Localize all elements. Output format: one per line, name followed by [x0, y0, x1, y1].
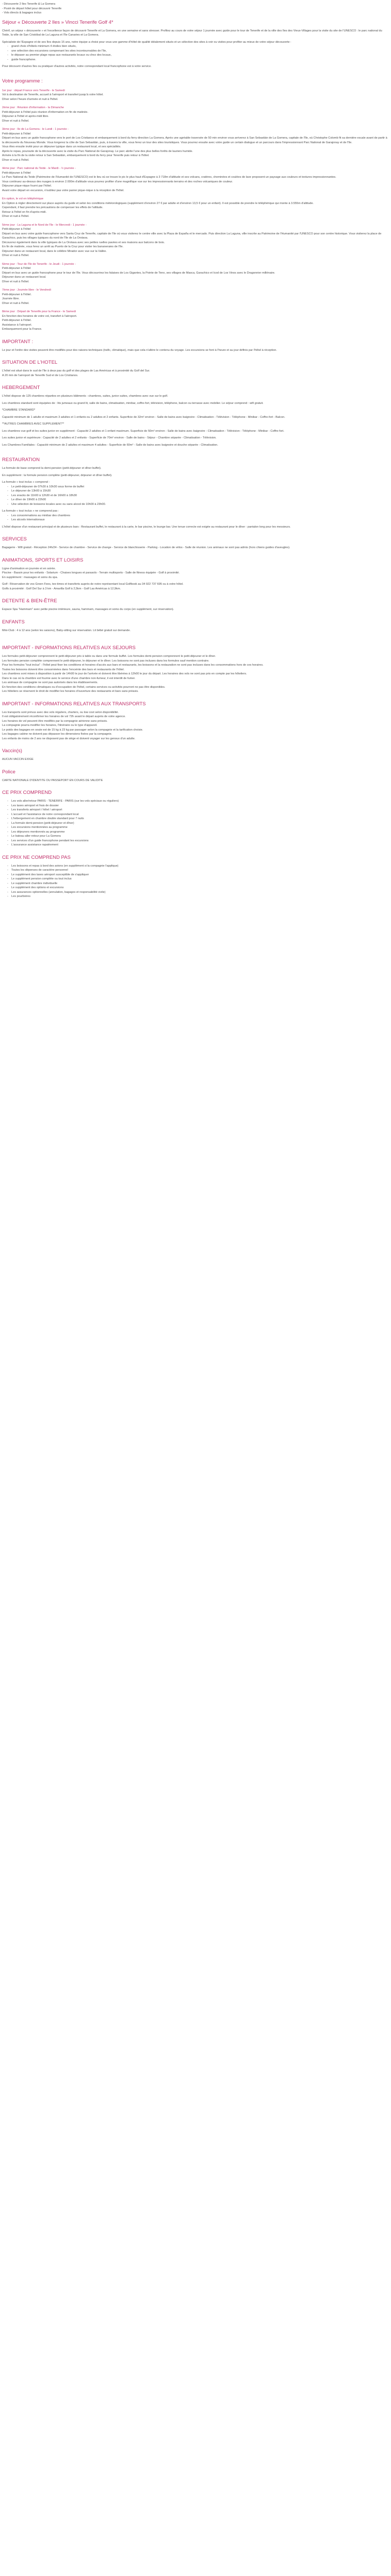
day-line: Dîner selon l'heure d'arrivée et nuit à l'hôtel.: [2, 97, 58, 101]
day-line: Dîner et nuit à l'hôtel.: [2, 119, 29, 123]
day-line: Petit-déjeuner à l'hôtel: [2, 132, 31, 135]
prix-non-item: - Les assurances optionnelles (annulation, bagages et responsabilité civile): [2, 890, 389, 895]
day-title: 4ème jour : Parc national du Teide - le Mardi - ½ journée -: [2, 167, 76, 170]
transport-paragraph: Il est obligatoirement réconfirmer les horaires de vol 72h avant le départ auprès de votre agence.: [2, 715, 126, 718]
day-line: Dîner et nuit à l'hôtel.: [2, 254, 29, 257]
prix-non-item: - Les pourboires: [2, 894, 389, 899]
day-line: Déjeuner pique-nique fourni par l'hôtel.: [2, 184, 52, 188]
day-line: Découvrez également dans la ville typiques de La Orotava avec ses petites ruelles pavées et ses maisons aux balcons de bois.: [2, 241, 165, 244]
important-heading: IMPORTANT :: [2, 338, 34, 345]
day-line: Dîner et nuit à l'hôtel.: [2, 158, 29, 162]
information-paragraph: Les animaux de compagnie ne sont pas autorisés dans les établissements.: [2, 681, 98, 684]
information-paragraph: Les formules pension complète comprennent le petit-déjeuner, le déjeuner et le dîner. Les boissons ne sont pas incluses dans les formules sauf mention contraire.: [2, 659, 209, 663]
day-line: Retour à l'hôtel en fin d'après-midi.: [2, 210, 47, 214]
information-paragraph: Les formules petit-déjeuner comprennent le petit-déjeuner pris à table ou dans une formule buffet. Les formules demi-pension comprennent le petit-déjeuner et le dîner.: [2, 655, 216, 658]
prix-non-item: - Le supplément pension complète ou tout inclus: [2, 877, 389, 882]
highlight-line: - Posté de départ hôtel pour découvrir Tenerife: [2, 7, 62, 10]
day-title: 5ème jour : La Laguna et le Nord de l'île - le Mercredi - 1 journée -: [2, 223, 87, 227]
day-line: Assistance à l'aéroport.: [2, 323, 32, 327]
restauration-item: - Les snacks de 11h00 à 12h30 et de 16h00 à 18h30: [2, 494, 389, 498]
hebergement-body: [2, 394, 389, 450]
information-paragraph: Dans le cas où la chambre est fournie avec le service d'une chambre non-fumeur, il est interdit de fumer.: [2, 676, 136, 680]
restauration-item: - Le dîner de 19h00 à 22h00: [2, 498, 389, 502]
intro-paragraph: Chérif, un séjour « découverte » et l'excellence façon de découvrir Tenerife et La Gomera, en une semaine et sans stresser. Profitez au cours de votre séjour 1 journée avec guide pour le tour de Tenerife et de la ville des îles des Vieux-Villages pour la visite du site de l'UNESCO : le parc national du Teide, la ville de San Cristóbal de La Laguna et l'île Canaries et La Gomera.: [2, 29, 382, 37]
animations-line: Golfs à proximité : Golf Del Sur à 3 km - Amarilla Golf à 2,5km - Golf Las Américas à 12,9km.: [2, 587, 121, 590]
day-line: Petit-déjeuner à l'hôtel: [2, 267, 31, 270]
prix-item: - L'assurance assistance rapatriement: [2, 843, 389, 848]
hebergement-paragraph: **AUTRES CHAMBRES AVEC SUPPLEMENT**: [2, 422, 64, 426]
day-line: Départ en bus avec un guide francophone pour le tour de l'île. Vous découvrirez les falaises de Los Gigantes, la Pointe de Teno, ses villages de Masca, Garachico et Icod de Los Vinos avec le Dragonnier millénaire.: [2, 271, 275, 275]
restauration-item: - Le petit-déjeuner de 07h30 à 10h30 sous forme de buffet: [2, 485, 389, 489]
feature-item: - guide francophone.: [2, 58, 389, 62]
day-line: Déjeuner à l'hôtel et après-midi libre.: [2, 115, 49, 118]
prix-item: - Les services d'un guide francophone pendant les excursions: [2, 839, 389, 843]
day-line: Vous êtes ensuite invité pour un déjeuner typique dans un restaurant local, et ses spécialités.: [2, 145, 121, 148]
important-text: Le jour et l'ordre des visites peuvent être modifiés pour des raisons techniques (trafic, climatique), mais que cela n'altère le contenu du voyage. Les excursions se font à l'heure et au jour définis par l'hôtel à réception.: [2, 348, 277, 352]
restauration-item: - Les consommations au minibar des chambres: [2, 514, 389, 518]
hebergement-paragraph: Les chambres standard sont équipées de : lits jumeaux ou grand lit, salle de bains, climatisation, minibar, coffre-fort, télévision, téléphone, balcon ou terrasse avec mobilier. Le séjour comprend : wifi gratuit.: [2, 401, 264, 405]
restauration-after: La formule « tout inclus » ne comprend pas :: [2, 510, 59, 513]
hebergement-paragraph: L'hôtel dispose de 125 chambres réparties en plusieurs bâtiments : chambres, suites, junior suites, chambres avec vue sur le golf.: [2, 395, 168, 398]
day-title: 6ème jour : Tour de l'île de Tenerife - le Jeudi - 1 journée -: [2, 262, 76, 266]
transport-paragraph: Les horaires de vol peuvent être modifiés par la compagnie aérienne sans préavis.: [2, 719, 108, 723]
page: [0, 0, 391, 899]
information-paragraph: Les chambres sont mises à disposition à partir de 14h00 le jour de l'arrivée et doivent être libérées à 12h00 le jour du départ. Les horaires des vols ne sont pas pris en compte par les hôteliers.: [2, 672, 247, 675]
feature-list: [2, 44, 389, 62]
prix-list: [2, 799, 389, 848]
transport-paragraph: Le poids des bagages en soute est de 15 kg à 23 kg par passager selon la compagnie et la tarification choisie.: [2, 728, 143, 732]
transport-paragraph: Les enfants de moins de 2 ans ne disposent pas de siège et doivent voyager sur les genoux d'un adulte.: [2, 737, 136, 740]
animations-line: En supplément : massages et soins du spa.: [2, 575, 58, 579]
detente-heading: DETENTE & BIEN-ÊTRE: [2, 598, 57, 604]
intro-highlights: [2, 2, 389, 15]
day-title: 3ème jour : Ile de La Gomera - le Lundi - 1 journée -: [2, 128, 69, 131]
day-title: 1er jour : départ France vers Tenerife - le Samedi: [2, 89, 65, 92]
prix-item: - La formule demi-pension (petit-déjeuner et dîner): [2, 821, 389, 826]
highlight-line: - Découverte 2 Iles Tenerife & La Gomera: [2, 3, 56, 6]
feature-item: - le dépaser au premier plage repas aux restaurants locaux ou chez des locaux,: [2, 53, 389, 58]
prix-item: - Les déjeuners mentionnés au programme: [2, 830, 389, 835]
restauration-paragraph: En supplément : la formule pension complète (petit-déjeuner, déjeuner et dîner buffet).: [2, 473, 112, 477]
day-line: Le Parc National du Teide (Patrimoine de l'Humanité de l'UNESCO) est le lieu où se trouve le pic le plus haut d'Espagne à 3 718m d'altitude et ses volcans, cratères, cheminées et coulées de lave proposent un paysage aux couleurs et textures impressionnantes.: [2, 176, 336, 179]
day-line: Départ en bus avec votre guide francophone vers Santa Cruz de Tenerife, capitale de l'île où vous visiterez le centre ville avec la Plaza de España et le mercado. Puis direction La Laguna, ville inscrite au Patrimoine de l'Humanité par l'UNESCO pour son centre historique. Vous visiterez la place de Garachico, puis les villages typiques du nord de l'île de La Orotava.: [2, 232, 382, 240]
day-line: Dîner et nuit à l'hôtel.: [2, 215, 29, 218]
prix-item: - Les transferts aéroport / hôtel / aéroport: [2, 808, 389, 812]
services-text: Bagagerie - Wifi gratuit - Réception 24h/24 - Service de chambre - Service de change - Service de blanchisserie - Parking - Location de vélos - Salle de réunion. Les animaux ne sont pas admis (hors chiens guides d'aveugles).: [2, 546, 290, 549]
programme-days: [2, 89, 389, 332]
prix-non-list: [2, 864, 389, 899]
hebergement-paragraph: Capacité minimum de 1 adulte et maximum 3 adultes et 1 enfants ou 2 adultes et 2 enfants. Superficie de 32m² environ - Salle de bains avec baignoire - Climatisation - Télévision - Téléphone - Minibar - Coffre-fort - Balcon.: [2, 415, 285, 419]
transports-heading: IMPORTANT - INFORMATIONS RELATIVES AUX TRANSPORTS: [2, 701, 146, 707]
hebergement-paragraph: *CHAMBRE STANDARD*: [2, 409, 36, 412]
prix-non-item: - Les boissons et repas à bord des avions (en supplément si la compagnie l'applique): [2, 864, 389, 869]
prix-non-item: - Toutes les dépenses de caractère personnel: [2, 868, 389, 873]
transport-paragraph: Les transports sont prévus avec des vols réguliers, charters, ou low cost selon disponibilité.: [2, 710, 119, 714]
situation-line: L'hôtel est situé dans le sud de l'île à deux pas du golf et des plages de Las Américas et à proximité du Golf del Sur.: [2, 369, 150, 372]
situation-line: A 20 min de l'aéroport de Tenerife Sud et de Los Cristianos.: [2, 374, 78, 377]
animations-line: Ligne d'animation en journée et en soirée.: [2, 567, 56, 570]
day-line: Déjeuner dans un restaurant local.: [2, 276, 46, 279]
day-line: Après le repas, poursuite de la découverte avec la visite du Parc National de Garajonay. Le parc abrite l'une des plus belles forêts de lauriers humide.: [2, 149, 193, 153]
prix-item: - L'hébergement en chambre double standard pour 7 nuits: [2, 817, 389, 821]
informations-heading: IMPORTANT - INFORMATIONS RELATIVES AUX SEJOURS: [2, 645, 136, 651]
prix-item: - Le bateau aller-retour pour La Gomera: [2, 834, 389, 839]
police-text: CARTE NATIONALE D'IDENTITE OU PASSEPORT EN COURS DE VALIDITE: [2, 778, 103, 782]
intro-closing: Pour découvrir d'autres îles ou pratiquer d'autres activités, notre correspondant local francophone est à votre service.: [2, 65, 152, 68]
detente-line: Espace Spa "Hammam" avec petite piscine intérieure, sauna, hammam, massages et soins du corps (en supplément, sur réservation).: [2, 608, 174, 611]
highlight-line: - Vols directs & bagages inclus: [2, 11, 42, 14]
hebergement-paragraph: Les suites junior et supérieure : Capacité de 2 adultes et 2 enfants - Superficie de 70m² environ - Salle de bains - Séjour - Chambre séparée - Climatisation - Télévision.: [2, 436, 217, 439]
day-line: Embarquement pour la France.: [2, 328, 42, 331]
day-line: Arrivée à la fin de la visite retour à San Sebastián, embarquement à bord du ferry pour Tenerife puis retour à l'hôtel.: [2, 154, 150, 157]
vaccins-text: AUCUN VACCIN EXIGE: [2, 758, 34, 761]
prix-item: - Les vols aller/retour PARIS - TENERIFE - PARIS (sur les vols spéciaux ou réguliers): [2, 799, 389, 804]
day-line: Vous continuez au-dessus des nuages à environ 2.000m d'altitude vous pourrez profiter d'une magnifique vue sur les impressionnants terrains et des roches volcaniques de couleur.: [2, 180, 233, 183]
transport-paragraph: Les bagages cabine ne doivent pas dépasser les dimensions fixées par la compagnie.: [2, 733, 112, 736]
day-line: Journée libre.: [2, 297, 20, 300]
day-line: Petit-déjeuner à l'hôtel.: [2, 319, 32, 322]
hebergement-paragraph: Les chambres vue golf et les suites junior en supplément : Capacité 2 adultes et 1 enfant maximum. Superficie de 50m² environ - Salle de bains avec baignoire - Climatisation - Télévision - Téléphone - Minibar - Coffre-fort.: [2, 429, 284, 433]
page-title: Séjour « Découverte 2 Iles » Vincci Tenerife Golf 4*: [2, 19, 113, 25]
prix-heading: CE PRIX COMPREND: [2, 790, 52, 795]
restauration-item: - Les alcools internationaux: [2, 518, 389, 522]
day-line: En Option à régler directement sur place auprès du guide et selon les conditions météorologiques (supplément d'environ 27 € par adulte et d'environ 13,5 € pour un enfant). Il est possible de prendre le téléphérique qui monte à 3.555m d'altitude.: [2, 201, 314, 205]
information-paragraph: En fonction des conditions climatiques ou d'occupation de l'hôtel, certains services ou activités pourront ne pas être disponibles.: [2, 685, 166, 689]
day-line: Petit-déjeuner à l'hôtel: [2, 171, 31, 175]
day-line: Petit-déjeuner à l'hôtel: [2, 228, 31, 231]
restauration-item: - Le déjeuner de 13h00 à 15h30: [2, 489, 389, 494]
day-title: 2ème jour : Réunion d'information - la Dimanche: [2, 106, 64, 109]
restauration-paragraph: La formule « tout inclus » comprend :: [2, 481, 50, 484]
prix-item: - Les excursions mentionnées au programme: [2, 825, 389, 830]
animations-line: Golf : Réservation de vos Green Fees, tee-times et transferts auprès de notre représentant local Golfbook au 34 922 737 695 ou à votre hôtel.: [2, 583, 184, 586]
hebergement-heading: HEBERGEMENT: [2, 385, 40, 391]
information-paragraph: Les hôteliers se réservent le droit de modifier les horaires d'ouverture des restaurants et bars sans préavis.: [2, 690, 139, 693]
restauration-heading: RESTAURATION: [2, 457, 40, 463]
day-line: Départ en bus avec un guide francophone vers le port de Los Cristianos et embarquement à bord du ferry direction La Gomera. Après une agréable traversée de 50 min environ vous arriverez à San Sebastián de La Gomera, capitale de l'île, où Christophe Colomb fit sa dernière escale avant de partir à la découverte du Nouveau Monde. Vous longerez la côte de San Sebastián, puis, à travers la ville, vous ferez un tour des sites touristiques. Vous pourrez ensuite avec votre guide un certain dialogue et un parcours dans l'impressionnant Parc National de Garajonay et de l'île.: [2, 137, 387, 144]
animations-heading: ANIMATIONS, SPORTS ET LOISIRS: [2, 557, 84, 563]
information-paragraph: Toutes les boissons doivent être consommées dans l'enceinte des bars et restaurants de l'hôtel.: [2, 668, 125, 671]
enfants-heading: ENFANTS: [2, 619, 25, 625]
prix-non-item: - Le supplément chambre individuelle: [2, 882, 389, 886]
hebergement-paragraph: Les Chambres Familiales : Capacité minimum de 2 adultes et maximum 4 adultes - Superficie de 60m² - Salle de bains avec baignoire et douche séparée - Climatisation.: [2, 443, 218, 447]
day-line: En fonction des horaires de votre vol, transfert à l'aéroport.: [2, 314, 77, 318]
transport-paragraph: La compagnie pourra modifier les horaires, l'itinéraire ou le type d'appareil.: [2, 724, 97, 727]
services-heading: SERVICES: [2, 536, 27, 542]
feature-item: - une sélection des excursions comprenant les sites incontournables de l'île,: [2, 49, 389, 54]
informations-body: [2, 654, 389, 694]
enfants-line: Mini-Club : 4 à 12 ans (selon les saisons), Baby-sitting sur réservation. Lit bébé gratuit sur demande.: [2, 629, 131, 632]
day-line: En fin de matinée, vous ferez un arrêt au Puerto de la Cruz pour visiter les bananeraies de l'île.: [2, 245, 124, 248]
day-line: Petit-déjeuner à l'hôtel puis réunion d'information en fin de matinée.: [2, 110, 88, 114]
day-line: Dîner et nuit à l'hôtel.: [2, 280, 29, 283]
vaccins-heading: Vaccin(s): [2, 748, 22, 754]
day-line: Avant votre départ en excursion, n'oubliez pas votre panier pique-nique à la réception de l'hôtel.: [2, 189, 124, 192]
prix-non-item: - Le supplément des taxes aéroport susceptible de s'appliquer: [2, 873, 389, 877]
programme-heading: Votre programme :: [2, 78, 43, 84]
police-heading: Police: [2, 769, 15, 775]
prix-non-item: - Le supplément des options et excursions: [2, 886, 389, 890]
day-title: 8ème jour : Départ de Tenerife pour la France - le Samedi: [2, 310, 76, 313]
day-line: Déjeuner dans un restaurant local, dans le célèbre Mirador avec vue sur la Vallée.: [2, 249, 107, 253]
day-line: Dîner et nuit à l'hôtel.: [2, 301, 29, 305]
transports-body: [2, 710, 389, 741]
restauration-paragraph: La formule de base comprend la demi-pension (petit-déjeuner et dîner buffet).: [2, 467, 102, 470]
situation-heading: SITUATION DE L'HOTEL: [2, 360, 58, 365]
restauration-item: - Une sélection de boissons locales avec ou sans alcool de 10h00 à 23h00.: [2, 502, 389, 507]
prix-non-heading: CE PRIX NE COMPREND PAS: [2, 854, 71, 860]
animations-line: Piscine - Bassin pour les enfants - Solarium - Chaises longues et parasols - Terrain multisports - Salle de fitness équipée - Golf à proximité.: [2, 571, 180, 574]
prix-item: - L'accueil et l'assistance de notre correspondant local: [2, 812, 389, 817]
intro-paragraph: Spécialiste de l'Espagne et de ses îles depuis 15 ans, notre équipe a choisi pour vous une gamme d'hôtel de qualité idéalement situés et un sélection des sites à voir ou visites pour profiter au mieux de votre séjour découverte :: [2, 40, 291, 44]
information-paragraph: Pour les formules "tout inclus" : l'hôtel peut fixer les conditions et horaires d'accès aux bars et restaurants, les boissons et la restauration ne sont pas incluses dans les consommations hors de ces horaires.: [2, 664, 264, 667]
day-title: En option, le vol en téléphérique: [2, 197, 43, 200]
day-title: 7ème jour : Journée libre - le Vendredi: [2, 289, 51, 292]
prix-item: - Les taxes aéroport et frais de dossier: [2, 804, 389, 808]
day-line: Vol à destination de Tenerife, accueil à l'aéroport et transfert jusqu'à votre hôtel.: [2, 93, 104, 96]
day-line: Petit-déjeuner à l'hôtel.: [2, 293, 32, 296]
feature-item: - grand choix d'hôtels minimum 4 étoiles bien situés,: [2, 44, 389, 49]
day-line: Cependant, il faut prendre les précautions de compenser les effets de l'altitude.: [2, 206, 103, 209]
restauration-closing: L'hôtel dispose d'un restaurant principal et de plusieurs bars : Restaurant buffet, le restaurant à la carte, le bar piscine, le lounge bar. Une tenue correcte est exigée au restaurant pour le dîner : pantalon long pour les messieurs.: [2, 525, 291, 529]
